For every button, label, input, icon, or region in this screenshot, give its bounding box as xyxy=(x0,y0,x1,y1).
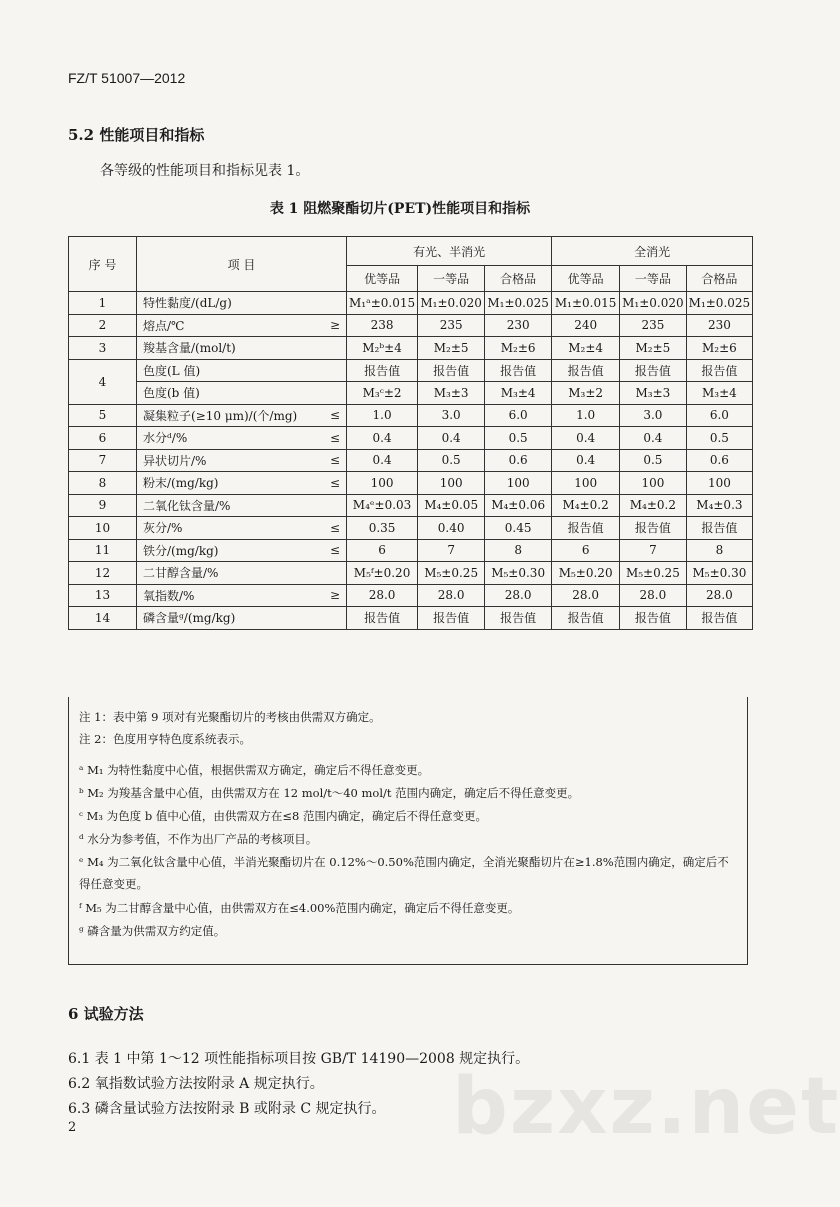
row-item-label: 色度(b 值) xyxy=(143,386,200,401)
row-value: 报告值 xyxy=(347,359,418,382)
row-value: M₃±4 xyxy=(686,382,753,405)
row-value: 28.0 xyxy=(347,584,418,607)
row-value: M₃±4 xyxy=(485,382,552,405)
row-item-label: 氧指数/% xyxy=(143,588,195,603)
row-value: M₃±3 xyxy=(418,382,485,405)
row-value: M₁±0.020 xyxy=(620,292,687,315)
row-item xyxy=(137,427,347,450)
row-item xyxy=(137,449,347,472)
row-value: 0.4 xyxy=(347,427,418,450)
row-value: 238 xyxy=(347,314,418,337)
row-item-label: 粉末/(mg/kg) xyxy=(143,476,219,491)
section-6-title: 6 试验方法 xyxy=(68,1005,144,1023)
row-value: 100 xyxy=(686,472,753,495)
row-seq: 9 xyxy=(69,494,137,517)
table-row xyxy=(69,314,753,337)
footnote: ᵃ M₁ 为特性黏度中心值，根据供需双方确定，确定后不得任意变更。 xyxy=(79,763,430,777)
row-item xyxy=(137,539,347,562)
header-group-glossy: 有光、半消光 xyxy=(347,237,552,266)
table-row xyxy=(69,427,753,450)
header-seq: 序 号 xyxy=(69,237,137,292)
row-value: M₁±0.020 xyxy=(418,292,485,315)
row-value: 6 xyxy=(552,539,620,562)
row-seq: 5 xyxy=(69,404,137,427)
row-value: 0.35 xyxy=(347,517,418,540)
row-value: 100 xyxy=(620,472,687,495)
row-value: M₁ᵃ±0.015 xyxy=(347,292,418,315)
row-value: 报告值 xyxy=(552,517,620,540)
row-item-label: 水分ᵈ/% xyxy=(143,431,188,446)
row-seq: 1 xyxy=(69,292,137,315)
header-grade: 优等品 xyxy=(552,266,620,292)
row-seq: 2 xyxy=(69,314,137,337)
row-value: M₃ᶜ±2 xyxy=(347,382,418,405)
row-value: 报告值 xyxy=(347,607,418,630)
table-row xyxy=(69,607,753,630)
row-limit-symbol: ≤ xyxy=(329,453,340,468)
row-limit-symbol: ≤ xyxy=(329,520,340,535)
table-row xyxy=(69,449,753,472)
row-value: 235 xyxy=(418,314,485,337)
header-group-full-dull: 全消光 xyxy=(552,237,753,266)
row-limit-symbol: ≤ xyxy=(329,475,340,490)
footnote: ᵉ M₄ 为二氧化钛含量中心值，半消光聚酯切片在 0.12%～0.50%范围内确定，全消光聚酯切片在≥1.8%范围内确定，确定后不得任意变更。 xyxy=(79,855,729,891)
row-value: 1.0 xyxy=(347,404,418,427)
row-value: 230 xyxy=(485,314,552,337)
row-value: 报告值 xyxy=(620,359,687,382)
row-item xyxy=(137,382,347,405)
table-note: 注 1：表中第 9 项对有光聚酯切片的考核由供需双方确定。 xyxy=(79,710,381,724)
row-seq: 6 xyxy=(69,427,137,450)
row-seq: 12 xyxy=(69,562,137,585)
table-notes-box xyxy=(68,697,748,965)
row-value: 3.0 xyxy=(418,404,485,427)
row-limit-symbol: ≤ xyxy=(329,408,340,423)
row-value: M₄±0.3 xyxy=(686,494,753,517)
header-item: 项 目 xyxy=(137,237,347,292)
row-item xyxy=(137,314,347,337)
row-value: 0.5 xyxy=(418,449,485,472)
row-value: M₄±0.2 xyxy=(552,494,620,517)
row-item-label: 磷含量ᵍ/(mg/kg) xyxy=(143,611,236,626)
row-value: 报告值 xyxy=(485,359,552,382)
row-value: M₂±5 xyxy=(418,337,485,360)
row-value: M₂±4 xyxy=(552,337,620,360)
row-value: 报告值 xyxy=(552,359,620,382)
row-value: 100 xyxy=(347,472,418,495)
table-row xyxy=(69,539,753,562)
row-item-label: 铁分/(mg/kg) xyxy=(143,543,219,558)
row-item-label: 凝集粒子(≥10 μm)/(个/mg) xyxy=(143,408,298,423)
row-value: 0.4 xyxy=(418,427,485,450)
row-value: M₂ᵇ±4 xyxy=(347,337,418,360)
row-value: 100 xyxy=(552,472,620,495)
row-item xyxy=(137,607,347,630)
row-value: M₄±0.2 xyxy=(620,494,687,517)
row-value: 报告值 xyxy=(418,359,485,382)
row-value: M₃±3 xyxy=(620,382,687,405)
row-value: 100 xyxy=(485,472,552,495)
row-value: M₃±2 xyxy=(552,382,620,405)
header-grade: 一等品 xyxy=(418,266,485,292)
row-value: M₁±0.015 xyxy=(552,292,620,315)
row-value: 8 xyxy=(686,539,753,562)
row-value: 0.4 xyxy=(552,427,620,450)
row-item-label: 熔点/℃ xyxy=(143,318,185,333)
row-value: 100 xyxy=(418,472,485,495)
row-value: 报告值 xyxy=(686,359,753,382)
table-row xyxy=(69,517,753,540)
table-row xyxy=(69,584,753,607)
row-value: 230 xyxy=(686,314,753,337)
row-value: M₅±0.30 xyxy=(686,562,753,585)
row-value: 0.6 xyxy=(485,449,552,472)
page-number: 2 xyxy=(68,1120,77,1135)
row-value: 7 xyxy=(418,539,485,562)
row-value: M₅ᶠ±0.20 xyxy=(347,562,418,585)
row-item-label: 灰分/% xyxy=(143,521,183,536)
row-item-label: 二氧化钛含量/% xyxy=(143,498,231,513)
table-note: 注 2：色度用亨特色度系统表示。 xyxy=(79,732,251,746)
footnote: ᶠ M₅ 为二甘醇含量中心值，由供需双方在≤4.00%范围内确定，确定后不得任意变更。 xyxy=(79,901,520,915)
row-seq: 7 xyxy=(69,449,137,472)
row-value: 7 xyxy=(620,539,687,562)
row-item-label: 羧基含量/(mol/t) xyxy=(143,341,236,356)
row-value: 28.0 xyxy=(418,584,485,607)
row-value: 6.0 xyxy=(485,404,552,427)
section-5-2-title: 5.2 性能项目和指标 xyxy=(68,126,205,144)
header-grade: 合格品 xyxy=(686,266,753,292)
row-value: 报告值 xyxy=(418,607,485,630)
row-value: 报告值 xyxy=(686,517,753,540)
row-item xyxy=(137,584,347,607)
footnote: ᶜ M₃ 为色度 b 值中心值，由供需双方在≤8 范围内确定，确定后不得任意变更。 xyxy=(79,809,487,823)
row-value: M₄±0.06 xyxy=(485,494,552,517)
row-seq: 11 xyxy=(69,539,137,562)
table-row xyxy=(69,292,753,315)
row-value: M₅±0.30 xyxy=(485,562,552,585)
row-seq: 3 xyxy=(69,337,137,360)
row-item xyxy=(137,359,347,382)
row-item xyxy=(137,292,347,315)
row-value: 报告值 xyxy=(686,607,753,630)
row-value: 235 xyxy=(620,314,687,337)
row-seq: 4 xyxy=(69,359,137,404)
section-5-2-intro: 各等级的性能项目和指标见表 1。 xyxy=(100,163,310,179)
footnote: ᵍ 磷含量为供需双方约定值。 xyxy=(79,924,226,938)
row-value: 报告值 xyxy=(485,607,552,630)
table-caption: 表 1 阻燃聚酯切片(PET)性能项目和指标 xyxy=(269,201,531,217)
row-value: 报告值 xyxy=(620,517,687,540)
row-value: 28.0 xyxy=(552,584,620,607)
row-value: 6.0 xyxy=(686,404,753,427)
row-value: 28.0 xyxy=(485,584,552,607)
row-item-label: 异状切片/% xyxy=(143,453,207,468)
row-limit-symbol: ≥ xyxy=(329,318,340,333)
document-code-header: FZ/T 51007—2012 xyxy=(68,70,186,86)
row-value: 3.0 xyxy=(620,404,687,427)
table-row xyxy=(69,382,753,405)
row-value: M₂±5 xyxy=(620,337,687,360)
row-value: 0.6 xyxy=(686,449,753,472)
row-value: M₁±0.025 xyxy=(686,292,753,315)
row-value: M₅±0.25 xyxy=(418,562,485,585)
row-value: 0.4 xyxy=(620,427,687,450)
row-value: 28.0 xyxy=(686,584,753,607)
row-item-label: 特性黏度/(dL/g) xyxy=(143,296,232,311)
row-value: M₅±0.25 xyxy=(620,562,687,585)
row-seq: 8 xyxy=(69,472,137,495)
header-grade: 一等品 xyxy=(620,266,687,292)
row-value: 0.4 xyxy=(552,449,620,472)
row-item xyxy=(137,404,347,427)
table-row xyxy=(69,562,753,585)
row-item-label: 二甘醇含量/% xyxy=(143,566,219,581)
row-item-label: 色度(L 值) xyxy=(143,363,201,378)
section-6-3: 6.3 磷含量试验方法按附录 B 或附录 C 规定执行。 xyxy=(68,1101,386,1117)
table-row xyxy=(69,472,753,495)
footnote: ᵈ 水分为参考值，不作为出厂产品的考核项目。 xyxy=(79,832,318,846)
row-value: 0.5 xyxy=(686,427,753,450)
row-value: 0.40 xyxy=(418,517,485,540)
row-item xyxy=(137,517,347,540)
row-value: 0.5 xyxy=(485,427,552,450)
row-value: 6 xyxy=(347,539,418,562)
row-value: 0.5 xyxy=(620,449,687,472)
watermark: bzxz.net xyxy=(452,1062,840,1152)
row-item xyxy=(137,472,347,495)
row-seq: 14 xyxy=(69,607,137,630)
row-value: M₁±0.025 xyxy=(485,292,552,315)
row-value: 28.0 xyxy=(620,584,687,607)
row-value: M₄ᵉ±0.03 xyxy=(347,494,418,517)
row-seq: 13 xyxy=(69,584,137,607)
section-6-1: 6.1 表 1 中第 1～12 项性能指标项目按 GB/T 14190—2008 规定执行。 xyxy=(68,1051,530,1067)
table-row xyxy=(69,359,753,382)
header-grade: 优等品 xyxy=(347,266,418,292)
row-value: 报告值 xyxy=(620,607,687,630)
footnote: ᵇ M₂ 为羧基含量中心值，由供需双方在 12 mol/t～40 mol/t 范围内确定，确定后不得任意变更。 xyxy=(79,786,580,800)
row-value: 报告值 xyxy=(552,607,620,630)
row-value: M₄±0.05 xyxy=(418,494,485,517)
table-row xyxy=(69,404,753,427)
row-value: M₂±6 xyxy=(686,337,753,360)
table-row xyxy=(69,337,753,360)
row-value: 0.45 xyxy=(485,517,552,540)
row-value: 1.0 xyxy=(552,404,620,427)
row-seq: 10 xyxy=(69,517,137,540)
row-item xyxy=(137,494,347,517)
performance-table xyxy=(68,236,753,630)
header-grade: 合格品 xyxy=(485,266,552,292)
row-value: 0.4 xyxy=(347,449,418,472)
row-limit-symbol: ≤ xyxy=(329,543,340,558)
row-value: M₂±6 xyxy=(485,337,552,360)
row-item xyxy=(137,562,347,585)
section-6-2: 6.2 氧指数试验方法按附录 A 规定执行。 xyxy=(68,1076,324,1092)
row-value: 240 xyxy=(552,314,620,337)
row-limit-symbol: ≤ xyxy=(329,430,340,445)
row-value: 8 xyxy=(485,539,552,562)
row-item xyxy=(137,337,347,360)
table-row xyxy=(69,494,753,517)
row-value: M₅±0.20 xyxy=(552,562,620,585)
row-limit-symbol: ≥ xyxy=(329,588,340,603)
